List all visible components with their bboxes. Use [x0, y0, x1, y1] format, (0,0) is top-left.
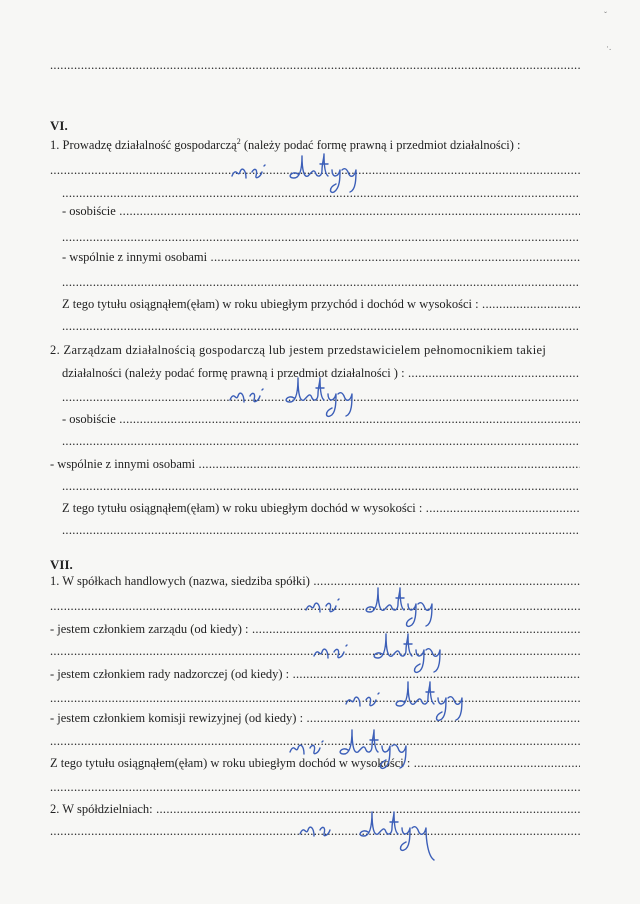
dotted-line: [50, 598, 580, 614]
spoldzielnie-row: 2. W spółdzielniach: .....: [50, 801, 580, 817]
dotted-line: [62, 433, 580, 449]
income-row: Z tego tytułu osiągnąłem(ęłam) w roku ubiegłym przychód i dochód w wysokości : .....: [62, 296, 580, 312]
scan-speck: ˇ: [604, 10, 607, 20]
item-2-line2: działalności (należy podać formę prawną i przedmiot działalności ) : .....: [62, 365, 580, 381]
osobiscie-row: - osobiście .....: [62, 203, 580, 219]
spolki-row: 1. W spółkach handlowych (nazwa, siedziba spółki) .....: [50, 573, 580, 589]
zarzad-row: - jestem członkiem zarządu (od kiedy) : .....: [50, 621, 580, 637]
dotted-line: [50, 823, 580, 839]
dotted-line: [50, 162, 580, 178]
income-row-2: Z tego tytułu osiągnąłem(ęłam) w roku ubiegłym dochód w wysokości : .....: [62, 500, 580, 516]
rada-row: - jestem członkiem rady nadzorczej (od kiedy) : .....: [50, 666, 580, 682]
section-header-vii: VII.: [50, 557, 73, 572]
komisja-row: - jestem członkiem komisji rewizyjnej (od kiedy) : .....: [50, 710, 580, 726]
dotted-line: [62, 522, 580, 538]
income-row-3: Z tego tytułu osiągnąłem(ęłam) w roku ubiegłym dochód w wysokości : .....: [50, 755, 580, 771]
dotted-line: [62, 274, 580, 290]
dotted-line: [62, 229, 580, 245]
wspolnie-row-2: - wspólnie z innymi osobami .....: [50, 456, 580, 472]
dotted-line: [62, 185, 580, 201]
dotted-line: [62, 478, 580, 494]
item-1-text: 1. Prowadzę działalność gospodarczą$^2$ (należy podać formę prawną i przedmiot działalności) :: [50, 137, 521, 153]
dotted-line: [50, 779, 580, 795]
dotted-line: [50, 643, 580, 659]
item-2-line1: 2. Zarządzam działalnością gospodarczą lub jestem przedstawicielem pełnomocnikiem takiej: [50, 343, 547, 357]
dotted-line: [50, 690, 580, 706]
osobiscie-row-2: - osobiście .....: [62, 411, 580, 427]
dotted-line: [50, 57, 580, 73]
dotted-line: [62, 389, 580, 405]
scan-speck: ·.: [606, 42, 612, 52]
section-header-vi: VI.: [50, 118, 68, 133]
dotted-line: [50, 733, 580, 749]
wspolnie-row: - wspólnie z innymi osobami .....: [62, 249, 580, 265]
dotted-line: [62, 318, 580, 334]
